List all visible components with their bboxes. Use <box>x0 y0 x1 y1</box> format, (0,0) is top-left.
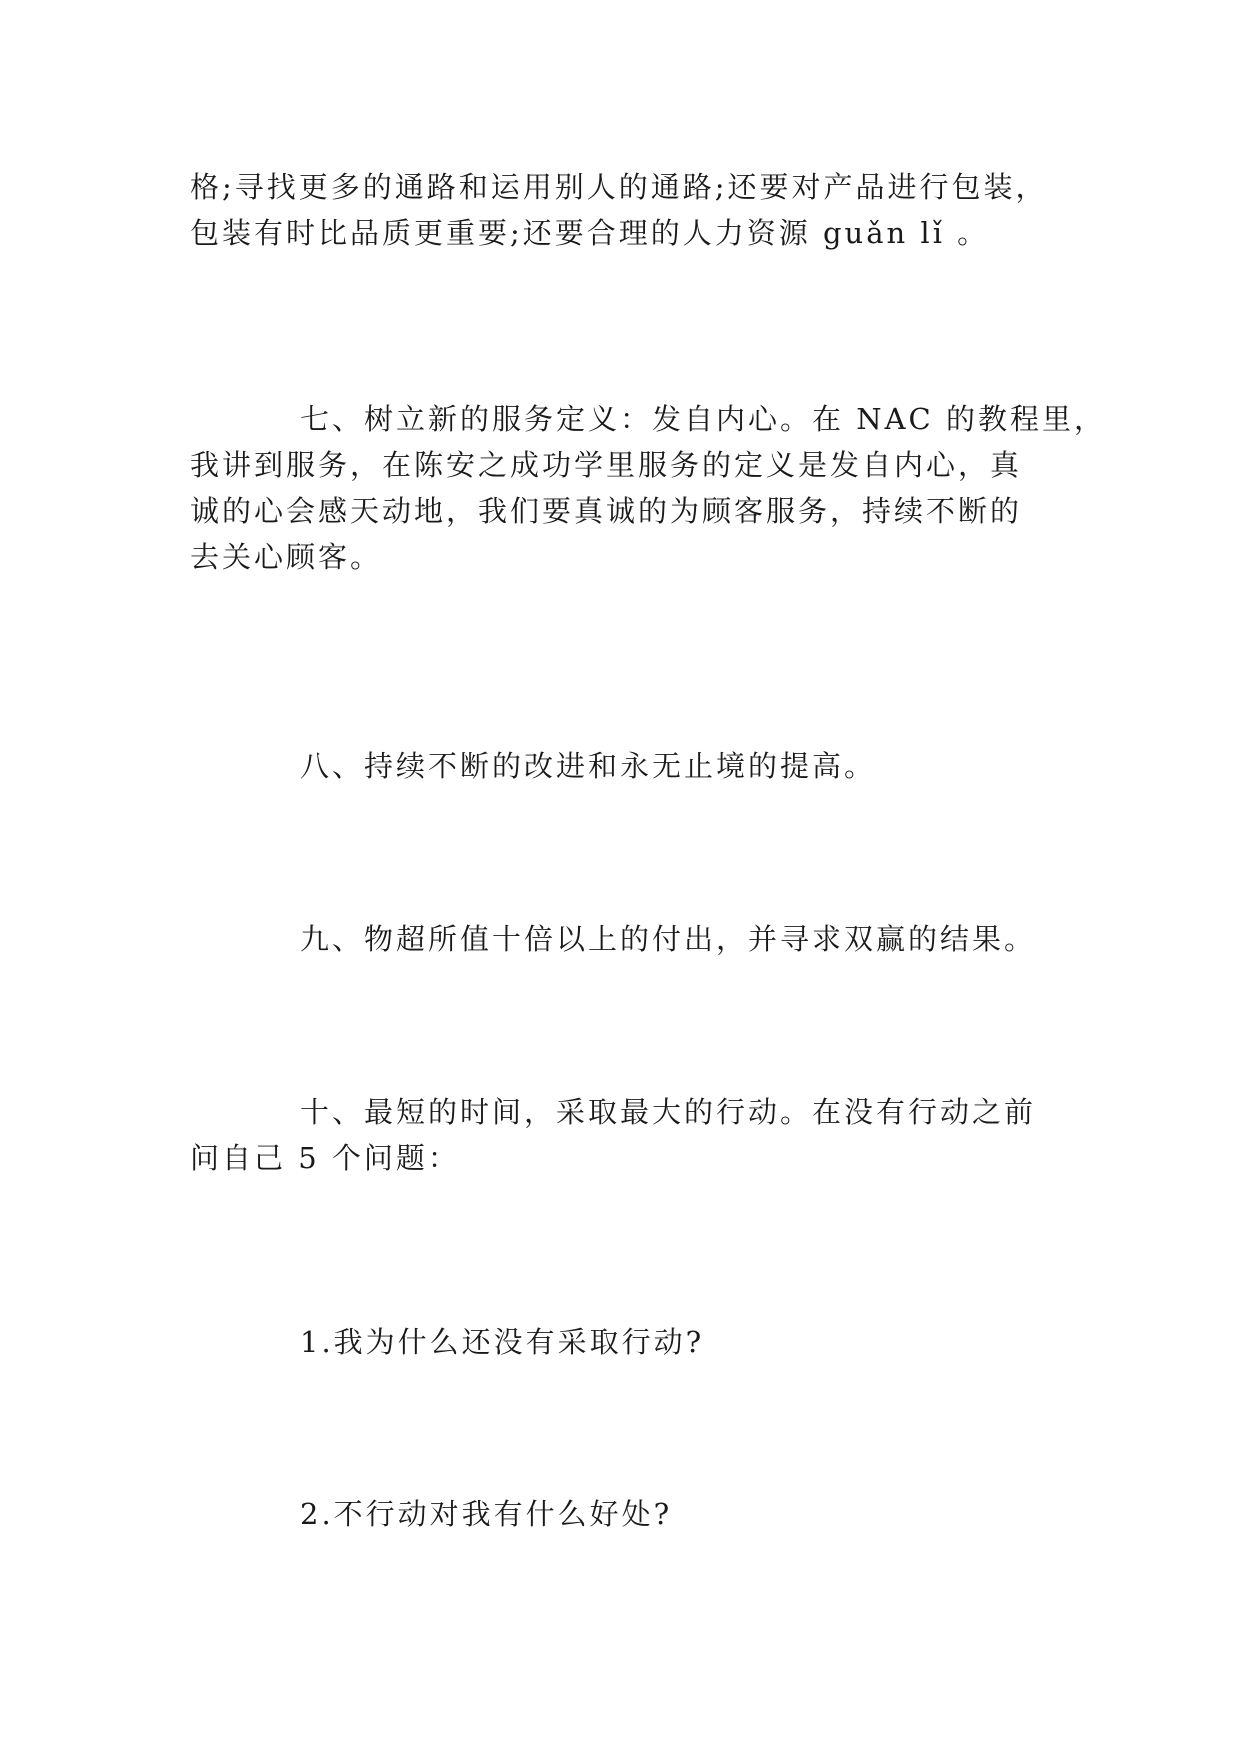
text-line: 十、最短的时间，采取最大的行动。在没有行动之前 <box>300 1095 1037 1129</box>
text-line: 诚的心会感天动地，我们要真诚的为顾客服务，持续不断的 <box>190 494 1023 528</box>
paragraph-massive-action <box>190 1089 1090 1181</box>
paragraph-service-definition <box>190 396 1106 580</box>
text-line: 包装有时比品质更重要;还要合理的人力资源 guǎn lǐ 。 <box>190 216 990 250</box>
text-line: 我讲到服务，在陈安之成功学里服务的定义是发自内心，真 <box>190 448 1023 482</box>
text-line: 问自己 5 个问题： <box>190 1141 460 1175</box>
text-line: 七、树立新的服务定义：发自内心。在 NAC 的教程里， <box>300 402 1106 436</box>
paragraph-continuous-improvement <box>190 743 1090 789</box>
paragraph-value-giving <box>190 916 1090 962</box>
question-item-1 <box>190 1319 1090 1365</box>
text-line: 格;寻找更多的通路和运用别人的通路;还要对产品进行包装， <box>190 170 1048 204</box>
text-line: 1.我为什么还没有采取行动? <box>300 1325 705 1359</box>
paragraph-continuation <box>190 164 1090 256</box>
text-line: 2.不行动对我有什么好处? <box>300 1497 673 1531</box>
question-item-2 <box>190 1491 1090 1537</box>
text-line: 九、物超所值十倍以上的付出，并寻求双赢的结果。 <box>300 922 1037 956</box>
text-line: 去关心顾客。 <box>190 540 383 574</box>
text-line: 八、持续不断的改进和永无止境的提高。 <box>300 749 877 783</box>
